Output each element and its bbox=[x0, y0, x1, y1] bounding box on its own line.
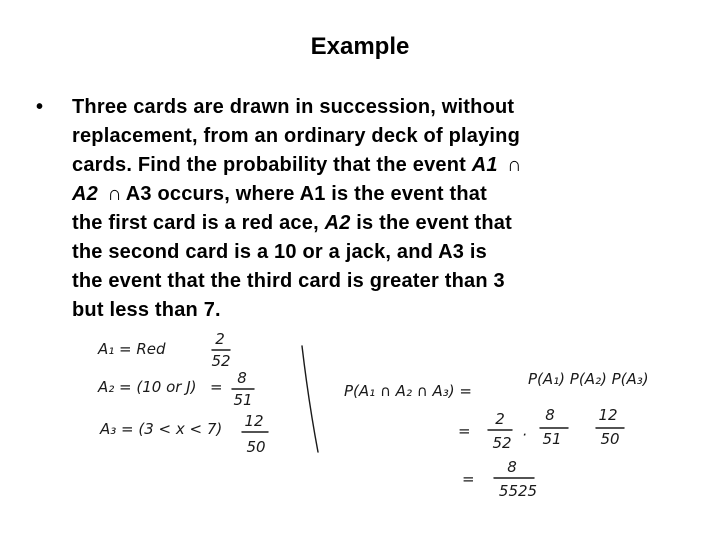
step-numerator-3: 12 bbox=[598, 406, 618, 424]
a3-denominator: 50 bbox=[246, 438, 266, 456]
problem-line-8: but less than 7. bbox=[72, 299, 221, 321]
problem-line-7: the event that the third card is greater than 3 bbox=[72, 270, 505, 292]
intersection-symbol: ∩ bbox=[107, 183, 123, 205]
result-numerator: 8 bbox=[507, 458, 517, 476]
problem-line-6: the second card is a 10 or a jack, and A3 is bbox=[72, 241, 487, 263]
intersection-symbol: ∩ bbox=[507, 154, 522, 176]
result-denominator: 5525 bbox=[498, 482, 538, 500]
event-a2-label: A2 bbox=[72, 183, 98, 205]
a1-numerator: 2 bbox=[215, 330, 225, 348]
step-equals: = bbox=[458, 422, 471, 440]
step-dot: · bbox=[522, 426, 527, 444]
def-a2: A₂ = (10 or J) bbox=[98, 378, 197, 396]
divider-line bbox=[302, 346, 318, 452]
a1-denominator: 52 bbox=[211, 352, 231, 370]
problem-text: the first card is a red ace, bbox=[72, 212, 325, 234]
step-denominator-1: 52 bbox=[492, 434, 512, 452]
problem-text: is the event that bbox=[350, 212, 512, 234]
event-a2-label: A2 bbox=[324, 212, 351, 234]
step-denominator-2: 51 bbox=[542, 430, 562, 448]
a2-equals: = bbox=[210, 378, 223, 396]
def-a1: A₁ = Red bbox=[98, 340, 166, 358]
slide-title: Example bbox=[310, 33, 410, 60]
prob-lhs: P(A₁ ∩ A₂ ∩ A₃) = bbox=[344, 382, 472, 400]
def-a3: A₃ = (3 < x < 7) bbox=[100, 420, 223, 438]
event-a1-label: A1 bbox=[471, 154, 498, 176]
problem-line-2: replacement, from an ordinary deck of playing bbox=[72, 125, 521, 147]
result-equals: = bbox=[462, 470, 475, 488]
bullet-icon: • bbox=[36, 96, 44, 118]
a2-numerator: 8 bbox=[237, 369, 247, 387]
problem-text: cards. Find the probability that the event bbox=[72, 154, 472, 176]
a3-numerator: 12 bbox=[244, 412, 264, 430]
step-numerator-1: 2 bbox=[495, 410, 505, 428]
problem-text: A3 occurs, where A1 is the event that bbox=[125, 183, 487, 205]
prob-rhs: P(A₁) P(A₂) P(A₃) bbox=[528, 370, 649, 388]
a2-denominator: 51 bbox=[233, 391, 253, 409]
problem-line-1: Three cards are drawn in succession, without bbox=[72, 96, 515, 118]
step-denominator-3: 50 bbox=[600, 430, 620, 448]
step-numerator-2: 8 bbox=[545, 406, 555, 424]
